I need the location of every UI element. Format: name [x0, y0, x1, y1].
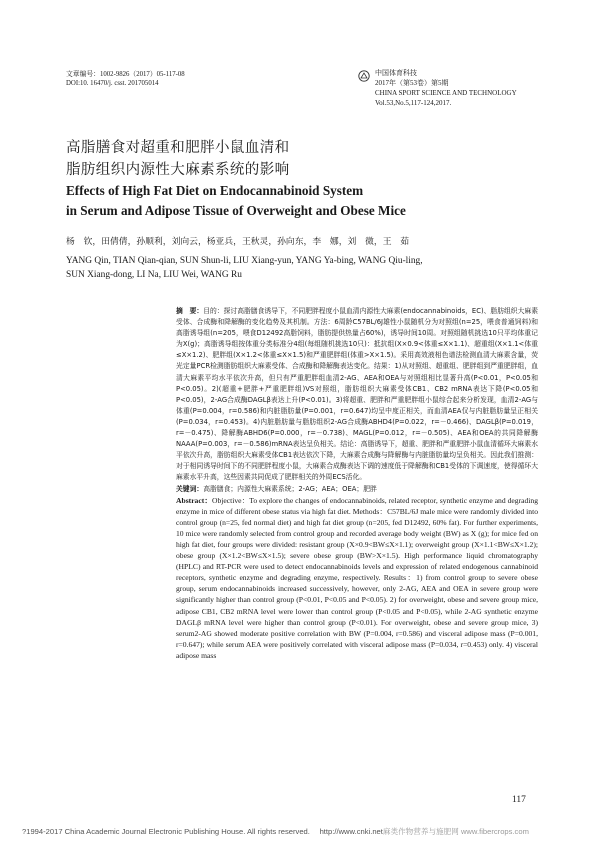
- title-chinese: [66, 137, 536, 181]
- journal-logo-icon: [358, 70, 370, 82]
- authors-chinese: 杨 钦，田倩倩，孙顺利，刘向云，杨亚兵，王秋灵，孙向东，李 娜，刘 微，王 茹: [66, 237, 410, 247]
- footer-watermark: 麻类作物营养与施肥网 www.fibercrops.com: [382, 827, 529, 836]
- title-en-line: Effects of High Fat Diet on Endocannabinoid System: [66, 183, 364, 198]
- doi: DOI:10. 16470/j. csst. 201705014: [66, 80, 159, 87]
- journal-issue-cn: 2017年（第53卷）第5期: [375, 79, 449, 87]
- journal-name-cn: 中国体育科技: [375, 69, 417, 77]
- title-cn-line: 高脂膳食对超重和肥胖小鼠血清和: [66, 140, 290, 156]
- authors-english: [66, 254, 526, 282]
- abstract-en-body: Objective：To explore the changes of endocannabinoids, related receptor, synthetic enzyme and degrading enzyme in mice of different obese status via high fat diet. Methods：C57BL/6J male mice were randomly divided into control group (n=25, fed normal diet) and high fat diet group (n=205, fed D12492, 60% fat). For further experiments, 10 mice were randomly selected from control group and recorded average body weight (BW) as X (g); for mice fed on high fat diet, four groups were divided: resistant group (X×0.9<BW≤X×1.1); overweight group (X×1.1<BW≤X×1.2); obese group (X×1.2<BW≤X×1.5); severe obese group (BW>X×1.5). High performance liquid chromatography (HPLC) and RT-PCR were used to detect endocannabinoids levels and expression of related endogenous cannabinoid receptors, synthetic enzyme and degrading enzyme, respectively. Results：1) from control group to severe obese group, serum endocannabinoids increased successively, however, only 2-AG, AEA and OEA in severe group were significantly higher than control group (P<0.01, P<0.05 and P<0.05). 2) for overweight, obese and severe group mice, adipose CB1, CB2 mRNA level were lower than control group (P<0.05 and P<0.05), while 2-AG synthetic enzyme DAGLβ mRNA level were higher than control group (P<0.01). For overweight, obese and severe group mice, 3) serum2-AG showed moderate positive correlation with BW (P=0.004, r=0.586) and visceral adipose mass (P=0.001, r=0.647); while serum AEA were positively correlated with visceral adipose mass (P=0.034, r=0.453) only. 4) visceral adipose mass: [176, 495, 538, 660]
- keywords-cn-label: 关键词：: [176, 484, 204, 493]
- abstract-en-label: Abstract：: [176, 495, 213, 505]
- abstract-cn: [176, 306, 538, 484]
- journal-issue-en: Vol.53,No.5,117-124,2017.: [375, 99, 452, 107]
- abstract-cn-label: 摘 要：: [176, 307, 204, 315]
- article-meta: [66, 70, 185, 88]
- authors-en-line: YANG Qin, TIAN Qian-qian, SUN Shun-li, LIU Xiang-yun, YANG Ya-bing, WANG Qiu-ling,: [66, 256, 423, 266]
- article-number: 文章编号：1002-9826（2017）05-117-08: [66, 71, 185, 78]
- page-number: 117: [512, 795, 526, 805]
- footer-copyright: ?1994-2017 China Academic Journal Electronic Publishing House. All rights reserved. http://www.cnki.net: [22, 827, 383, 836]
- footer: [22, 826, 602, 837]
- keywords-cn: [176, 484, 538, 495]
- journal-name-en: CHINA SPORT SCIENCE AND TECHNOLOGY: [375, 89, 517, 97]
- authors-en-line: SUN Xiang-dong, LI Na, LIU Wei, WANG Ru: [66, 270, 242, 281]
- abstract-cn-body: 目的：探讨高脂膳食诱导下，不同肥胖程度小鼠血清内源性大麻素(endocannabinoids，EC)、脂肪组织大麻素受体、合成酶和降解酶的变化趋势及其机制。方法：6周龄C57BL/6J雄性小鼠随机分为对照组(n=25，喂食普通饲料)和高脂诱导组(n=205，喂食D12492高脂饲料，脂肪提供热量占60%)，诱导时间10周。对照组随机挑选10只平均体重记为X(g)；高脂诱导组按体重分类标准分4组(每组随机挑选10只)：抵抗组(X×0.9<体重≤X×1.1)、超重组(X×1.1<体重≤X×1.2)、肥胖组(X×1.2<体重≤X×1.5)和严重肥胖组(体重>X×1.5)。采用高效液相色谱法检测血清大麻素含量，荧光定量PCR检测脂肪组织大麻素受体、合成酶和降解酶表达变化。结果：1)从对照组、超重组、肥胖组到严重肥胖组，血清大麻素平均水平依次升高，但只有严重肥胖组血清2-AG、AEA和OEA与对照组相比显著升高(P<0.01，P<0.05和P<0.05)。2)(超重+肥胖+严重肥胖组)VS对照组，脂肪组织大麻素受体CB1、CB2 mRNA表达下降(P<0.05和P<0.05)，2-AG合成酶DAGLβ表达上升(P<0.01)。3)将超重、肥胖和严重肥胖组小鼠综合起来分析发现，血清2-AG与体重(P=0.004，r=0.586)和内脏脂肪量(P=0.001，r=0.647)均呈中度正相关，而血清AEA仅与内脏脂肪量呈正相关(P=0.034，r=0.453)。4)内脏脂肪量与脂肪组织2-AG合成酶ABHD4(P=0.022，r=－0.466)、DAGLβ(P=0.019，r=－0.475)、降解酶ABHD6(P=0.000，r=－0.738)、MAGL(P=0.012，r=－0.505)、AEA和OEA的共同降解酶NAAA(P=0.003，r=－0.586)mRNA表达呈负相关。结论：高脂诱导下，超重、肥胖和严重肥胖小鼠血清循环大麻素水平依次升高，脂肪组织大麻素受体CB1表达依次下降，大麻素合成酶与降解酶与内脏脂肪量均呈负相关。因此我们推测：对于相同诱导时间下的不同肥胖程度小鼠，大麻素合成酶表达下调的速度低于降解酶和CB1受体的下调速度，使得循环大麻素水平升高，这些因素共同促成了肥胖相关的外周ECS活化。: [176, 307, 538, 482]
- journal-info: [375, 68, 517, 108]
- title-english: [66, 181, 566, 221]
- keywords-cn-body: 高脂膳食；内源性大麻素系统；2-AG；AEA；OEA；肥胖: [203, 484, 377, 493]
- abstract-en: [176, 495, 538, 661]
- title-cn-line: 脂肪组织内源性大麻素系统的影响: [66, 162, 290, 178]
- title-en-line: in Serum and Adipose Tissue of Overweight and Obese Mice: [66, 203, 406, 218]
- abstract-block: [176, 306, 538, 661]
